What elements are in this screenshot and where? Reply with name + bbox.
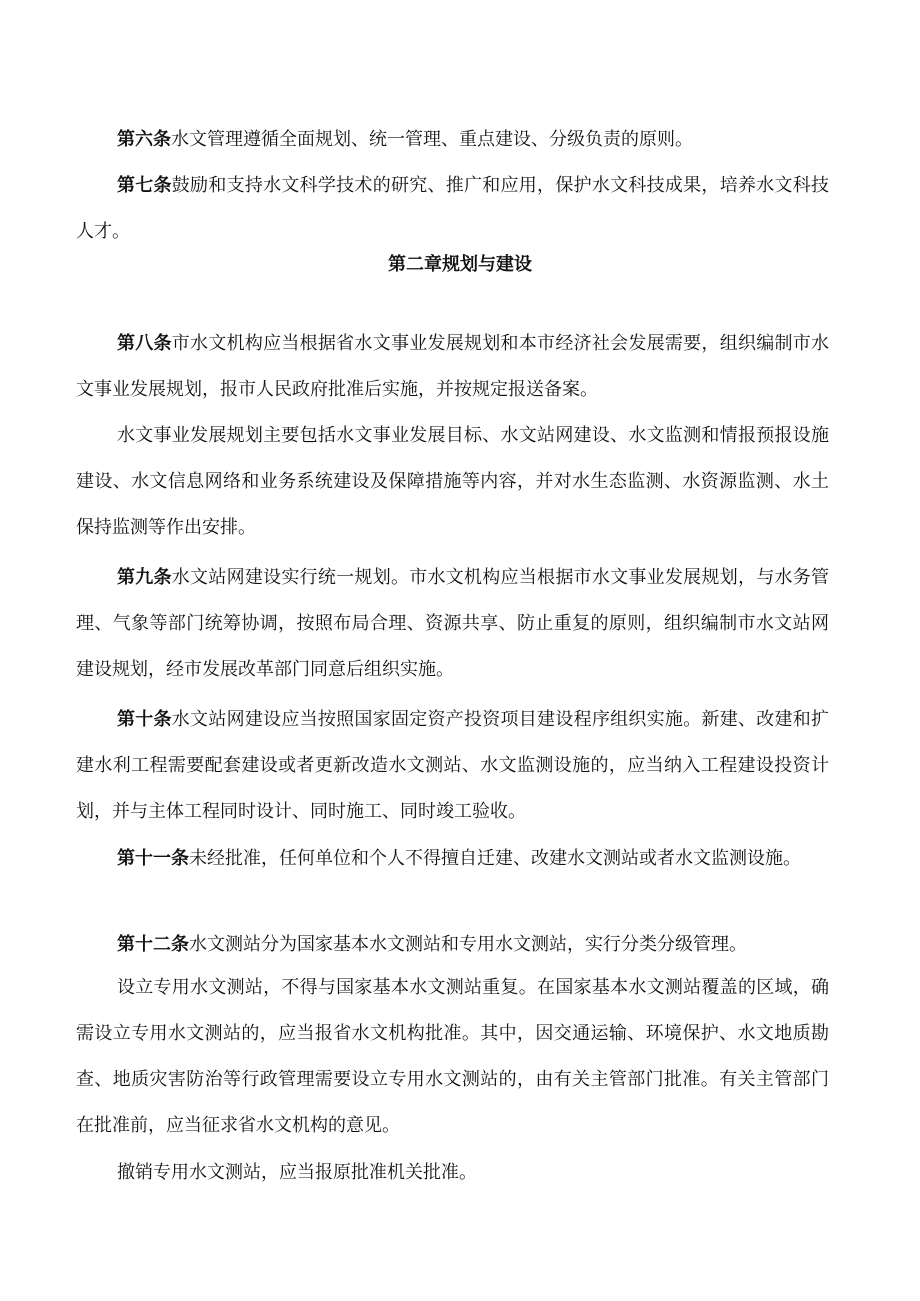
article-11-text: 未经批准，任何单位和个人不得擅自迁建、改建水文测站或者水文监测设施。 xyxy=(189,848,801,869)
article-8-text: 市水文机构应当根据省水文事业发展规划和本市经济社会发展需要，组织编制市水文事业发展规划，报市人民政府批准后实施，并按规定报送备案。 xyxy=(76,333,830,400)
article-8-lead: 第八条 xyxy=(117,333,172,354)
article-12-paragraph-3 xyxy=(76,1150,829,1196)
article-8 xyxy=(76,321,829,413)
article-6 xyxy=(76,117,829,163)
article-9-lead: 第九条 xyxy=(117,567,172,588)
article-12-paragraph-2 xyxy=(76,965,829,1149)
article-12-paragraph-3-text: 撤销专用水文测站，应当报原批准机关批准。 xyxy=(117,1162,477,1183)
article-10-lead: 第十条 xyxy=(117,709,172,730)
article-10-text: 水文站网建设应当按照国家固定资产投资项目建设程序组织实施。新建、改建和扩建水利工程需要配套建设或者更新改造水文测站、水文监测设施的，应当纳入工程建设投资计划，并与主体工程同时设计、同时施工、同时竣工验收。 xyxy=(76,709,830,822)
article-8-paragraph-2 xyxy=(76,413,829,551)
article-11 xyxy=(76,836,829,882)
article-6-lead: 第六条 xyxy=(117,129,171,150)
article-10 xyxy=(76,697,829,835)
article-7 xyxy=(76,163,829,255)
article-8-paragraph-2-text: 水文事业发展规划主要包括水文事业发展目标、水文站网建设、水文监测和情报预报设施建设、水文信息网络和业务系统建设及保障措施等内容，并对水生态监测、水资源监测、水土保持监测等作出安排。 xyxy=(76,425,829,538)
article-6-text: 水文管理遵循全面规划、统一管理、重点建设、分级负责的原则。 xyxy=(171,129,693,150)
article-7-lead: 第七条 xyxy=(117,175,172,196)
chapter-title: 第二章规划与建设 xyxy=(388,254,532,275)
article-7-text: 鼓励和支持水文科学技术的研究、推广和应用，保护水文科技成果，培养水文科技人才。 xyxy=(76,175,830,242)
article-12-text: 水文测站分为国家基本水文测站和专用水文测站，实行分类分级管理。 xyxy=(189,934,747,955)
article-9 xyxy=(76,555,829,693)
article-12-lead: 第十二条 xyxy=(117,934,189,955)
article-12 xyxy=(76,922,829,968)
article-12-paragraph-2-text: 设立专用水文测站，不得与国家基本水文测站重复。在国家基本水文测站覆盖的区域，确需设立专用水文测站的，应当报省水文机构批准。其中，因交通运输、环境保护、水文地质勘查、地质灾害防治等行政管理需要设立专用水文测站的，由有关主管部门批准。有关主管部门在批准前，应当征求省水文机构的意见。 xyxy=(76,977,829,1136)
article-11-lead: 第十一条 xyxy=(117,848,189,869)
article-9-text: 水文站网建设实行统一规划。市水文机构应当根据市水文事业发展规划，与水务管理、气象等部门统筹协调，按照布局合理、资源共享、防止重复的原则，组织编制市水文站网建设规划，经市发展改革部门同意后组织实施。 xyxy=(76,567,830,680)
